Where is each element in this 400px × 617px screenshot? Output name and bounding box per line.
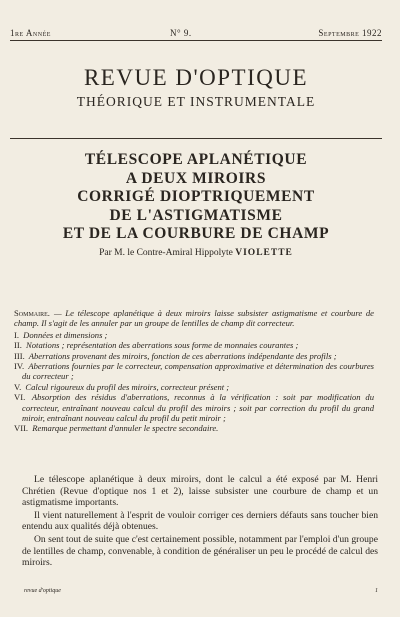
summary-item-number: III.	[14, 350, 25, 361]
summary-item	[14, 340, 374, 350]
byline	[10, 248, 382, 258]
title-line: ET DE LA COURBURE DE CHAMP	[62, 225, 330, 242]
summary-intro-text: — Le télescope aplanétique à deux miroirs laisse subsister astigmatisme et courbure de champ. Il s'agit de les annuler par un groupe de lentilles de champ dit correcteur.	[14, 308, 374, 329]
journal-name: REVUE D'OPTIQUE	[83, 65, 309, 90]
author-surname: VIOLETTE	[235, 248, 293, 258]
summary-item-text: Aberrations provenant des miroirs, fonction de ces aberrations indépendante des profils ;	[28, 350, 337, 361]
summary-item-text: Remarque permettant d'annuler le spectre secondaire.	[32, 423, 219, 434]
summary-intro	[14, 308, 374, 329]
summary-item-number: VII.	[14, 423, 29, 434]
summary-item-number: I.	[14, 329, 20, 340]
masthead-rule	[10, 138, 382, 139]
body-paragraph: Il vient naturellement à l'esprit de vouloir corriger ces derniers défauts sans toucher bien entendu aux qualités déjà obtenues.	[22, 509, 378, 533]
masthead-bar	[10, 28, 382, 38]
journal-subtitle: THÉORIQUE ET INSTRUMENTALE	[76, 94, 316, 109]
summary-item	[14, 330, 374, 340]
issue-number: N° 9.	[170, 28, 192, 38]
issue-date: Septembre 1922	[318, 28, 382, 38]
summary-list	[14, 330, 374, 434]
summary-item	[14, 382, 374, 392]
title-line: DE L'ASTIGMATISME	[109, 206, 283, 224]
footer-journal: revue d'optique	[24, 588, 61, 594]
summary-item-text: Absorption des résidus d'aberrations, reconnus à la vérification : soit par modification du correcteur, entraînant nouveau calcul du profil des miroirs ; soit par correction du profil du grand miroir, entraînant nouveau calcul du profil du petit miroir ;	[22, 392, 374, 424]
summary-item-number: V.	[14, 381, 22, 392]
article-title	[10, 151, 382, 244]
summary-block	[14, 308, 374, 434]
summary-item-text: Données et dimensions ;	[23, 329, 108, 340]
page-footer	[24, 588, 378, 594]
summary-item-number: VI.	[14, 392, 26, 403]
summary-item-text: Calcul rigoureux du profil des miroirs, correcteur présent ;	[25, 381, 230, 392]
summary-item-text: Aberrations fournies par le correcteur, compensation approximative et détermination des courbures du correcteur ;	[22, 361, 374, 382]
summary-item	[14, 351, 374, 361]
title-line: CORRIGÉ DIOPTRIQUEMENT	[77, 188, 315, 205]
summary-item-number: IV.	[14, 361, 25, 372]
body-paragraph: Le télescope aplanétique à deux miroirs, dont le calcul a été exposé par M. Henri Chrétien (Revue d'optique nos 1 et 2), laisse subsister une courbure de champ et un astigmatisme importants.	[22, 474, 378, 509]
top-rule	[10, 40, 382, 41]
summary-label: Sommaire.	[14, 308, 50, 318]
title-line: TÉLESCOPE APLANÉTIQUE	[84, 151, 308, 168]
byline-prefix: Par M. le Contre-Amiral Hippolyte	[99, 248, 233, 258]
article-body	[22, 474, 378, 570]
summary-item-number: II.	[14, 340, 22, 351]
summary-item-text: Notations ; représentation des aberrations sous forme de monnaies courantes ;	[26, 340, 299, 351]
page-number: 1	[375, 588, 378, 594]
volume-year: 1re Année	[10, 28, 51, 38]
body-paragraph: On sent tout de suite que c'est certainement possible, notamment par l'emploi d'un groupe de lentilles de champ, convenable, à condition de généraliser un peu le procédé de calcul des miroirs.	[22, 533, 378, 569]
summary-item	[14, 361, 374, 382]
summary-item	[14, 392, 374, 423]
title-line: A DEUX MIROIRS	[125, 169, 267, 187]
summary-item	[14, 423, 374, 433]
